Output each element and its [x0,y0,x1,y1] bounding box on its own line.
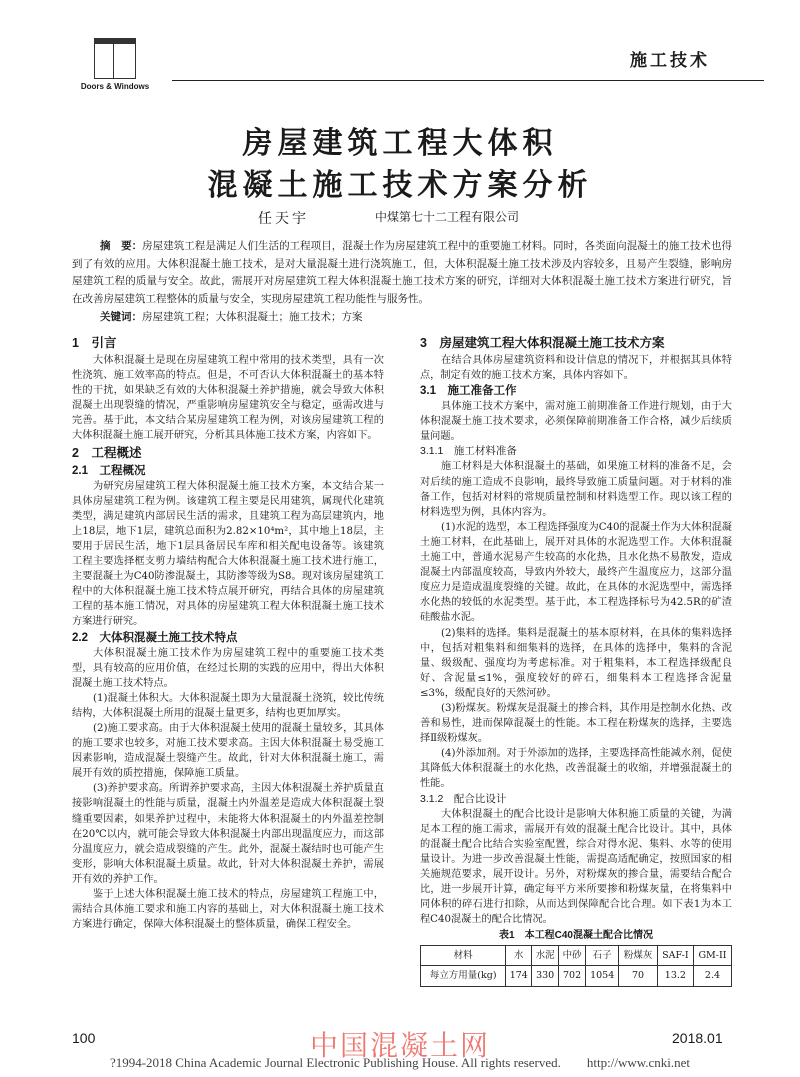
table-row [421,966,732,986]
paragraph: (1)水泥的选型，本工程选择强度为C40的混凝土作为大体积混凝土施工材料，在此基础上，展开对具体的水泥选型工作。大体积混凝土施工中，普通水泥易产生较高的水化热，且水化热不易散发，造成混凝土内部温度较高，导致内外较大，最终产生温度应力，这部分温度应力是造成温度裂缝的关键。故此，在具体的水泥选型中，需选择水化热的较低的水泥类型。基于此，本工程选择标号为42.5R的矿渣硅酸盐水泥。 [420,521,732,624]
abstract-text: 房屋建筑工程是满足人们生活的工程项目，混凝土作为房屋建筑工程中的重要施工材料。同时，各类面向混凝土的施工技术也得到了有效的应用。大体积混凝土施工技术，是对大量混凝土进行浇筑施工，但，大体积混凝土施工技术涉及内容较多，且易产生裂缝，影响房屋建筑工程的质量与安全。故此，需展开对房屋建筑工程大体积混凝土施工技术方案的研究，详细对大体积混凝土施工技术方案进行研究，旨在改善房屋建筑工程整体的质量与安全，实现房屋建筑工程功能性与服务性。 [72,240,733,305]
author-name: 任天宇 [258,211,309,227]
table-cell: 174 [506,966,532,986]
table-cell: 13.2 [657,966,693,986]
watermark: 中国混凝土网 [309,1029,490,1062]
table-caption: 表1 本工程C40混凝土配合比情况 [499,930,653,942]
table-row-label: 每立方用量(kg) [421,966,506,986]
table-header-cell: SAF-I [657,946,693,966]
table-header-cell: 粉煤灰 [619,946,658,966]
right-column [420,334,732,987]
paragraph: 鉴于上述大体积混凝土施工技术的特点，房屋建筑工程施工中，需结合具体施工要求和施工内容的基础上，对大体积混凝土施工技术方案进行确定，保障大体积混凝土的整体质量，确保工程安全。 [72,889,384,931]
table-cell: 1054 [586,966,619,986]
section-label: 施工技术 [630,51,710,70]
table-header-cell: 水 [506,946,532,966]
copyright-notice: ?1994-2018 China Academic Journal Electronic Publishing House. All rights reserved. http://www.cnki.net [109,1055,691,1070]
abstract [72,238,732,327]
subsection-heading: 2.1 工程概况 [72,464,146,477]
subsection-heading: 2.2 大体积混凝土施工技术特点 [72,631,238,644]
author-organization: 中煤第七十二工程有限公司 [375,210,520,224]
table-header-row [421,946,732,966]
paragraph: 大体积混凝土施工技术作为房屋建筑工程中的重要施工技术类型，具有较高的应用价值，在经过长期的实践的应用中，得出大体积混凝土施工技术特点。 [72,647,384,689]
paragraph: 具体施工技术方案中，需对施工前期准备工作进行规划，由于大体积混凝土施工技术要求，必须保障前期准备工作合格，减少后续质量问题。 [420,401,732,443]
door-window-icon [94,38,136,79]
table-cell: 2.4 [693,966,731,986]
logo-text: Doors & Windows [80,82,150,91]
section-heading: 3 房屋建筑工程大体积混凝土施工技术方案 [420,336,665,350]
paragraph: (1)混凝土体积大。大体积混凝土即为大量混凝土浇筑，较比传统结构，大体积混凝土所用的混凝土量更多，结构也更加厚实。 [72,692,384,719]
keywords-text: 房屋建筑工程；大体积混凝土；施工技术；方案 [142,311,363,323]
paragraph: 为研究房屋建筑工程大体积混凝土施工技术方案，本文结合某一具体房屋建筑工程为例。该建筑工程主要是民用建筑，属现代化建筑类型，满足建筑内部居民生活的需求，且建筑工程为高层建筑内，地上18层，地下1层，建筑总面积为2.82×10⁴m²，其中地上18层，主要用于居民生活，地下1层具备居民车库和相关配电设备等。该建筑工程主要选择框支剪力墙结构配合大体积混凝土施工技术进行施工，主要混凝土为C40防渗混凝土，其防渗等级为S8。现对该房屋建筑工程中的大体积混凝土施工技术特点展开研究，再结合具体的房屋建筑工程的基本施工情况，对具体的房屋建筑工程大体积混凝土施工技术方案进行研究。 [72,480,384,628]
table-header-cell: 水泥 [532,946,559,966]
table-header-cell: 材料 [421,946,506,966]
keywords-label: 关键词： [100,311,142,323]
article-title-line2: 混凝土施工技术方案分析 [207,168,593,203]
paragraph: 施工材料是大体积混凝土的基础，如果施工材料的准备不足，会对后续的施工造成不良影响，最终导致施工质量问题。对于材料的准备工作，包括对材料的常规质量控制和材料选型工作。现以该工程的材料选型为例，具体内容为。 [420,461,732,518]
subsubsection-heading: 3.1.2 配合比设计 [420,792,507,805]
abstract-label: 摘 要： [100,240,143,252]
subsubsection-heading: 3.1.1 施工材料准备 [420,445,517,458]
paragraph: (2)施工要求高。由于大体积混凝土使用的混凝土量较多，其具体的施工要求也较多，对施工技术要求高。主因大体积混凝土易受施工因素影响，造成混凝土裂缝产生。故此，针对大体积混凝土施工，需展开有效的质控措施，保障施工质量。 [72,722,384,780]
subsection-heading: 3.1 施工准备工作 [420,385,517,398]
paragraph: 大体积混凝土的配合比设计是影响大体积施工质量的关键，为满足本工程的施工需求，需展开有效的混凝土配合比设计。其中，具体的混凝土配合比结合实验室配置，综合对得水泥、集料、水等的使用量设计。为进一步改善混凝土性能，需提高适配确定，按照国家的相关施规范要求，展开设计。另外，对粉煤灰的掺合量，需要结合配合比，进一步展开计算，确定每平方米所要掺和粉煤灰量，在将集料中同体积的碎石进行扣除，从而达到保障配合比合理。如下表1为本工程C40混凝土的配合比情况。 [420,808,732,926]
paragraph: (4)外添加剂。对于外添加的选择，主要选择高性能减水剂，促使其降低大体积混凝土的水化热，改善混凝土的收缩，并增强混凝土的性能。 [420,748,732,790]
left-column [72,334,384,932]
section-heading: 2 工程概述 [72,445,142,460]
paragraph: (3)养护要求高。所谓养护要求高，主因大体积混凝土养护质量直接影响混凝土的性能与质量，混凝土内外温差是造成大体积混凝土裂缝重要因素，如果养护过程中，未能将大体积混凝土的内外温差控制在20℃以内，就可能会导致大体积混凝土内部出现温度应力，而这部分温度应力，就会造成裂缝的产生。此外，混凝土凝结时也可能产生变形，影响大体积混凝土质量。故此，针对大体积混凝土养护，需展开有效的养护工作。 [72,783,384,885]
mix-ratio-table [420,945,732,986]
journal-logo [70,38,160,91]
table-cell: 702 [559,966,586,986]
keywords [72,309,732,327]
paragraph: (2)集料的选择。集料是混凝土的基本原材料，在具体的集料选择中，包括对粗集料和细集料的选择，在具体的选择中，集料的含泥量、级级配、强度均为考虑标准。对于粗集料，本工程选择级配良好、含泥量≤1%，强度较好的碎石，细集料本工程选择含泥量≤3%，级配良好的天然河砂。 [420,627,732,699]
table-header-cell: 中砂 [559,946,586,966]
article-title-line1: 房屋建筑工程大体积 [242,126,558,161]
header-rule [172,80,764,81]
paragraph: 在结合具体房屋建筑资料和设计信息的情况下，并根据其具体特点，制定有效的施工技术方案，具体内容如下。 [420,355,732,382]
paragraph: 大体积混凝土是现在房屋建筑工程中常用的技术类型，具有一次性浇筑、施工效率高的特点。但是，不可否认大体积混凝土的基本特性的干扰，如果缺乏有效的大体积混凝土养护措施，就会导致大体积混凝土出现裂缝的情况，严重影响房屋建筑安全与稳定，亟需改进与完善。基于此，本文结合某房屋建筑工程为例，对该房屋建筑工程的大体积混凝土施工展开研究，分析其具体施工技术方案，内容如下。 [72,355,384,442]
table-cell: 330 [532,966,559,986]
paragraph: (3)粉煤灰。粉煤灰是混凝土的掺合料，其作用是控制水化热、改善和易性，进而保障混凝土的性能。本工程在粉煤灰的选择，主要选择Ⅱ级粉煤灰。 [420,702,732,745]
table-cell: 70 [619,966,658,986]
table-header-cell: GM-II [693,946,731,966]
table-header-cell: 石子 [586,946,619,966]
page-number: 100 [72,1030,96,1046]
section-heading: 1 引言 [72,336,117,350]
issue-date: 2018.01 [672,1030,723,1046]
